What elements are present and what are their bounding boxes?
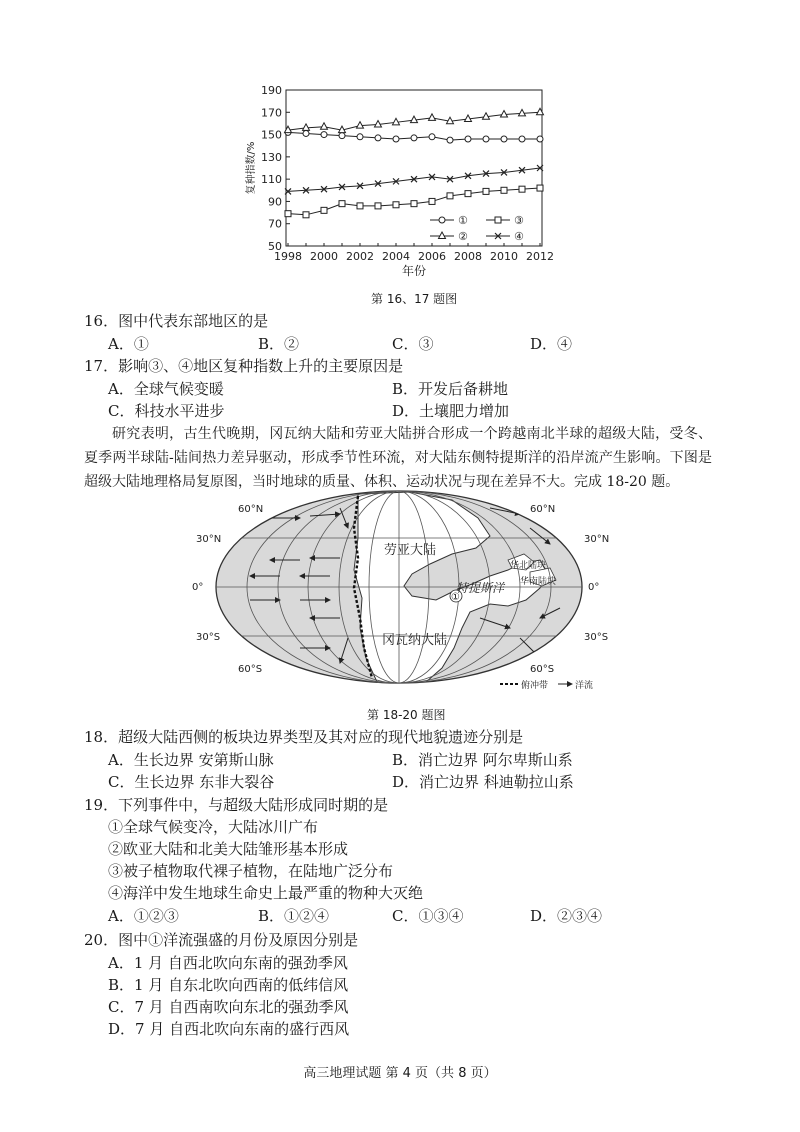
series-3-point bbox=[339, 201, 345, 207]
legend-marker bbox=[495, 217, 501, 223]
lat-0-right: 0° bbox=[588, 582, 600, 593]
y-tick-label: 50 bbox=[268, 240, 282, 253]
map-legend bbox=[500, 679, 593, 691]
q19-option-c[interactable]: C．①③④ bbox=[392, 907, 464, 925]
series-3-point bbox=[501, 187, 507, 193]
series-1-point bbox=[519, 136, 525, 142]
q19-option-b[interactable]: B．①②④ bbox=[258, 907, 330, 925]
q18-option-d[interactable]: D．消亡边界 科迪勒拉山系 bbox=[392, 773, 574, 791]
lat-60n-right: 60°N bbox=[530, 504, 556, 515]
lat-30n-left: 30°N bbox=[196, 534, 222, 545]
q16-option-b[interactable]: B．② bbox=[258, 335, 300, 353]
q16-stem: 16．图中代表东部地区的是 bbox=[84, 312, 269, 330]
tethys-label: 特提斯洋 bbox=[456, 581, 505, 595]
series-3-point bbox=[393, 202, 399, 208]
q19-option-a[interactable]: A．①②③ bbox=[108, 907, 179, 925]
series-3-point bbox=[411, 201, 417, 207]
q19-stem: 19．下列事件中，与超级大陆形成同时期的是 bbox=[84, 796, 389, 814]
lat-60n-left: 60°N bbox=[238, 504, 264, 515]
series-1-point bbox=[303, 130, 309, 136]
x-tick-label: 2008 bbox=[454, 250, 482, 263]
series-2-point bbox=[303, 124, 310, 131]
q18-stem: 18．超级大陆西侧的板块边界类型及其对应的现代地貌遗迹分别是 bbox=[84, 728, 524, 746]
q19-statement-3: ③被子植物取代裸子植物，在陆地广泛分布 bbox=[108, 862, 394, 880]
y-axis-label: 复种指数/% bbox=[246, 141, 257, 195]
series-1-point bbox=[357, 134, 363, 140]
series-2-point bbox=[357, 122, 364, 128]
lat-60s-right: 60°S bbox=[530, 664, 555, 675]
legend-label: ② bbox=[458, 230, 468, 243]
series-3-point bbox=[285, 211, 291, 217]
x-tick-label: 2010 bbox=[490, 250, 518, 263]
q17-option-d[interactable]: D．土壤肥力增加 bbox=[392, 402, 510, 420]
q18-option-c[interactable]: C．生长边界 东非大裂谷 bbox=[108, 773, 275, 791]
x-tick-label: 1998 bbox=[274, 250, 302, 263]
legend-subduction-label: 俯冲带 bbox=[521, 681, 549, 691]
series-1-point bbox=[411, 135, 417, 141]
series-3-point bbox=[303, 212, 309, 218]
series-1-point bbox=[339, 133, 345, 139]
series-1-point bbox=[393, 136, 399, 142]
series-3-point bbox=[537, 185, 543, 191]
series-1-point bbox=[537, 136, 543, 142]
map-caption: 第 18-20 题图 bbox=[367, 708, 446, 722]
laurasia-label: 劳亚大陆 bbox=[384, 543, 437, 558]
x-tick-label: 2004 bbox=[382, 250, 410, 263]
q16-option-c[interactable]: C．③ bbox=[392, 335, 434, 353]
q19-option-d[interactable]: D．②③④ bbox=[530, 907, 603, 925]
series-2-point bbox=[321, 123, 328, 130]
reading-passage: 研究表明，古生代晚期，冈瓦纳大陆和劳亚大陆拼合形成一个跨越南北半球的超级大陆，受冬、夏季两半球陆-陆间热力差异驱动，形成季节性环流，对大陆东侧特提斯洋的沿岸流产生影响。下图是超级大陆地理格局复原图，当时地球的质量、体积、运动状况与现在差异不大。完成 18-20 题。 bbox=[84, 426, 712, 490]
legend-label: ① bbox=[458, 214, 468, 227]
x-axis-label: 年份 bbox=[401, 264, 427, 278]
series-1-point bbox=[429, 134, 435, 140]
series-1-point bbox=[321, 132, 327, 138]
lat-30s-left: 30°S bbox=[196, 632, 221, 643]
lat-0-left: 0° bbox=[192, 582, 204, 593]
q18-option-a[interactable]: A．生长边界 安第斯山脉 bbox=[108, 751, 274, 769]
lat-60s-left: 60°S bbox=[238, 664, 263, 675]
north-china-label: 华北陆块 bbox=[510, 561, 547, 571]
series-1-point bbox=[465, 136, 471, 142]
series-1-point bbox=[375, 135, 381, 141]
series-2-point bbox=[429, 114, 436, 121]
q19-statement-4: ④海洋中发生地球生命史上最严重的物种大灭绝 bbox=[108, 884, 424, 902]
current-1-label: ① bbox=[451, 592, 460, 603]
q18-option-b[interactable]: B．消亡边界 阿尔卑斯山系 bbox=[392, 751, 573, 769]
q17-stem: 17．影响③、④地区复种指数上升的主要原因是 bbox=[84, 357, 404, 375]
q17-option-b[interactable]: B．开发后备耕地 bbox=[392, 380, 509, 398]
y-tick-label: 110 bbox=[261, 173, 282, 187]
y-tick-label: 190 bbox=[261, 84, 282, 97]
south-china-label: 华南陆块 bbox=[520, 577, 557, 587]
y-tick-label: 70 bbox=[268, 217, 282, 231]
lat-30s-right: 30°S bbox=[584, 632, 609, 643]
x-tick-label: 2002 bbox=[346, 250, 374, 263]
x-tick-label: 2000 bbox=[310, 250, 338, 263]
q19-statement-1: ①全球气候变冷，大陆冰川广布 bbox=[108, 818, 319, 836]
q16-option-a[interactable]: A．① bbox=[108, 335, 149, 353]
series-1-point bbox=[501, 136, 507, 142]
legend-marker bbox=[439, 232, 446, 239]
x-tick-label: 2012 bbox=[526, 250, 554, 263]
lat-30n-right: 30°N bbox=[584, 534, 610, 545]
q17-option-c[interactable]: C．科技水平进步 bbox=[108, 402, 225, 420]
q20-option-a[interactable]: A．1 月 自西北吹向东南的强劲季风 bbox=[108, 954, 348, 972]
supercontinent-map bbox=[190, 488, 620, 698]
series-3-point bbox=[357, 203, 363, 209]
y-tick-label: 150 bbox=[261, 128, 282, 142]
y-tick-label: 90 bbox=[268, 195, 282, 209]
q16-option-d[interactable]: D．④ bbox=[530, 335, 573, 353]
series-1-point bbox=[447, 137, 453, 143]
q20-option-b[interactable]: B．1 月 自东北吹向西南的低纬信风 bbox=[108, 976, 349, 994]
series-3-point bbox=[465, 191, 471, 197]
legend-marker bbox=[439, 217, 445, 223]
y-tick-label: 170 bbox=[261, 106, 282, 120]
chart-caption: 第 16、17 题图 bbox=[371, 292, 458, 306]
q20-stem: 20．图中①洋流强盛的月份及原因分别是 bbox=[84, 931, 359, 949]
series-3-point bbox=[483, 188, 489, 194]
page-footer: 高三地理试题 第 4 页（共 8 页） bbox=[303, 1066, 497, 1081]
q20-option-d[interactable]: D．7 月 自西北吹向东南的盛行西风 bbox=[108, 1020, 350, 1038]
legend-label: ③ bbox=[514, 214, 524, 227]
q17-option-a[interactable]: A．全球气候变暖 bbox=[108, 380, 224, 398]
series-2-point bbox=[501, 111, 508, 118]
series-3-point bbox=[429, 198, 435, 204]
y-tick-label: 130 bbox=[261, 150, 282, 164]
crop-index-chart bbox=[240, 82, 570, 282]
series-2-point bbox=[519, 109, 526, 116]
series-3-point bbox=[321, 207, 327, 213]
series-3-point bbox=[519, 186, 525, 192]
series-3-point bbox=[447, 193, 453, 199]
series-1-point bbox=[483, 136, 489, 142]
x-tick-label: 2006 bbox=[418, 250, 446, 263]
series-3-point bbox=[375, 203, 381, 209]
legend-label: ④ bbox=[514, 230, 524, 243]
q19-statement-2: ②欧亚大陆和北美大陆雏形基本形成 bbox=[108, 840, 349, 858]
q20-option-c[interactable]: C．7 月 自西南吹向东北的强劲季风 bbox=[108, 998, 349, 1016]
gondwana-label: 冈瓦纳大陆 bbox=[382, 633, 448, 648]
legend-current-label: 洋流 bbox=[575, 681, 594, 691]
